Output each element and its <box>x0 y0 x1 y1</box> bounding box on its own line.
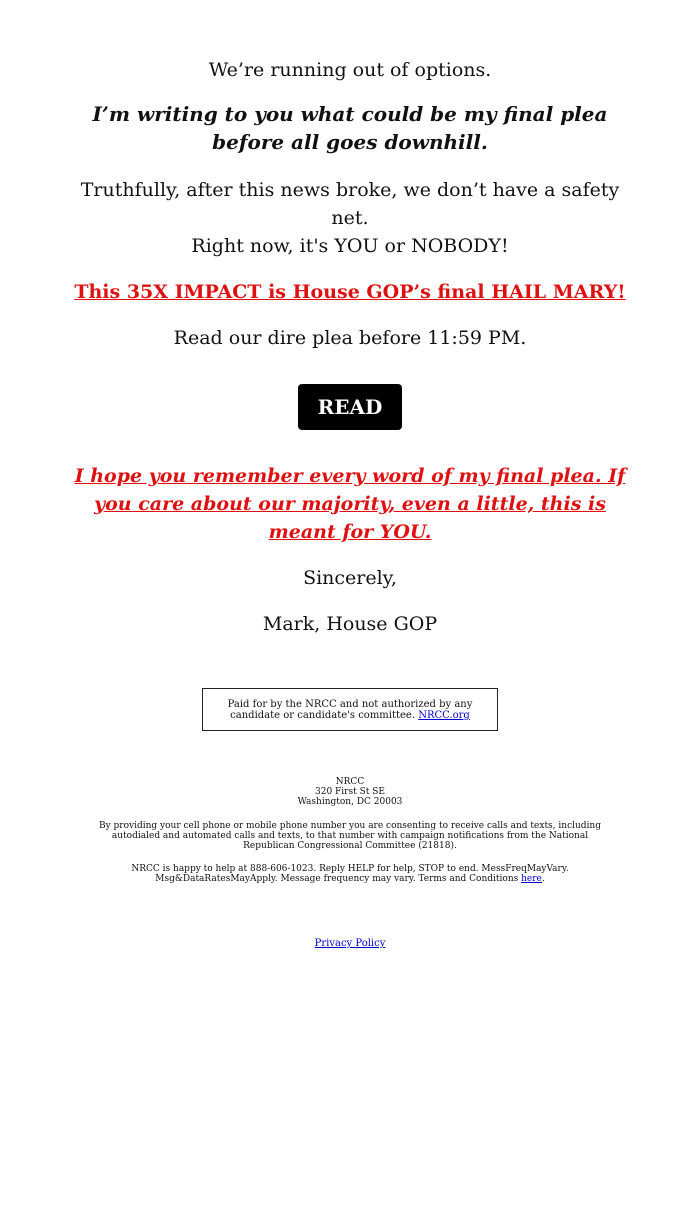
help-line-1: NRCC is happy to help at 888-606-1023. Reply HELP for help, STOP to end. MessFreqMayVary. <box>131 864 569 874</box>
final-plea-line-2: before all goes downhill. <box>212 130 488 154</box>
consent-line-3: Republican Congressional Committee (21818). <box>243 841 457 851</box>
read-button[interactable]: READ <box>298 384 403 430</box>
hail-mary-link[interactable]: This 35X IMPACT is House GOP’s final HAIL MARY! <box>74 281 626 303</box>
consent-line-1: By providing your cell phone or mobile phone number you are consenting to receive calls and texts, including <box>98 821 601 831</box>
deadline-text: Read our dire plea before 11:59 PM. <box>173 327 527 349</box>
terms-here-link[interactable]: here <box>521 874 542 884</box>
disclaimer-line-1: Paid for by the NRCC and not authorized by any <box>227 699 473 710</box>
paid-for-disclaimer-box <box>202 688 498 731</box>
footer-city: Washington, DC 20003 <box>297 797 403 807</box>
email-body <box>70 0 630 950</box>
truth-line-1: Truthfully, after this news broke, we don’t have a safety net. <box>80 179 620 229</box>
truth-paragraph <box>70 176 630 260</box>
closing-plea-line-1: I hope you remember every word of my final plea. If <box>74 465 626 487</box>
closing-plea-line-2: you care about our majority, even a little, this is <box>94 493 606 515</box>
intro-line: We’re running out of options. <box>208 59 492 81</box>
read-button-container <box>70 384 630 430</box>
sign-off: Sincerely, <box>303 567 397 589</box>
footer-help <box>90 864 610 884</box>
footer <box>90 777 610 950</box>
disclaimer-line-2: candidate or candidate's committee. <box>230 710 416 721</box>
footer-street: 320 First St SE <box>315 787 385 797</box>
help-end: . <box>541 874 545 884</box>
privacy-policy-link[interactable]: Privacy Policy <box>314 938 386 949</box>
footer-consent <box>90 821 610 851</box>
consent-line-2: autodialed and automated calls and texts, to that number with campaign notifications from the National <box>111 831 589 841</box>
final-plea-line-1: I’m writing to you what could be my final plea <box>92 102 608 126</box>
footer-address <box>90 777 610 807</box>
closing-plea-line-3: meant for YOU. <box>268 521 432 543</box>
truth-line-2: Right now, it's YOU or NOBODY! <box>191 235 509 257</box>
help-line-2: Msg&DataRatesMayApply. Message frequency may vary. Terms and Conditions <box>155 874 519 884</box>
nrcc-org-link[interactable]: NRCC.org <box>418 710 470 721</box>
signature: Mark, House GOP <box>262 613 438 635</box>
footer-org: NRCC <box>335 777 365 787</box>
closing-plea-link[interactable] <box>70 462 630 546</box>
final-plea-heading <box>70 100 630 156</box>
